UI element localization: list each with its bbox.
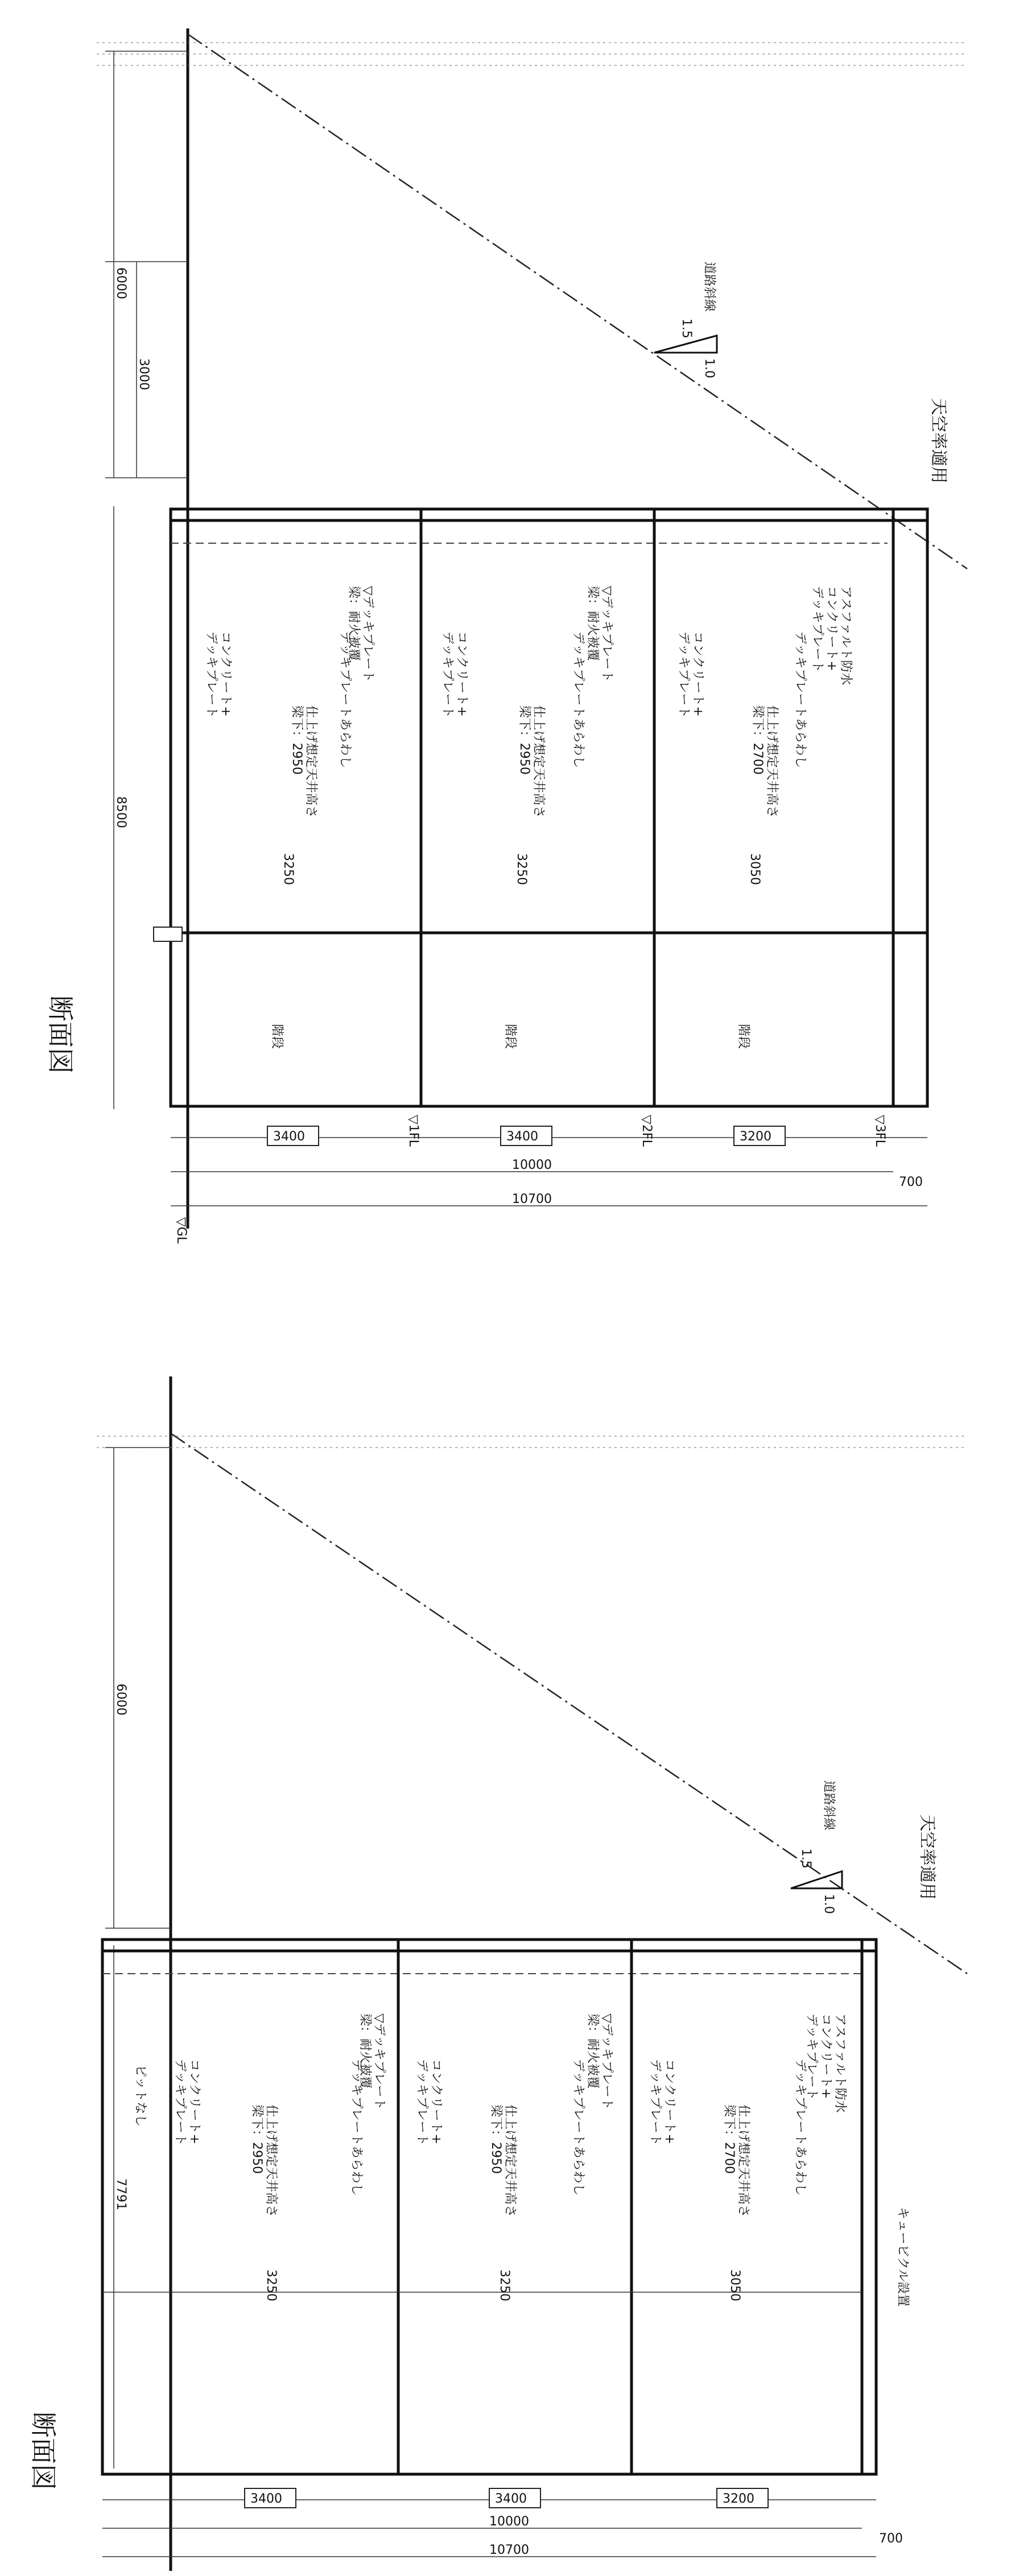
b-room3-slab: コンクリート+ [662, 2059, 676, 2144]
room1-fire: 梁：耐火被覆 [346, 586, 361, 661]
dim-3400-b: 3400 [506, 1130, 538, 1144]
b-dim-3200: 3200 [723, 2492, 754, 2506]
b-room1-fire: 梁：耐火被覆 [358, 2013, 372, 2089]
b-dim-10000: 10000 [489, 2515, 529, 2529]
section-1-title: 断面図 [45, 995, 76, 1074]
road-slope-line [188, 34, 967, 569]
b-room3-deck: デッキプレートあらわし [793, 2059, 807, 2196]
room1-lower: 階段 [270, 1024, 284, 1049]
room3-spec1: アスファルト防水 [839, 586, 853, 685]
b-room1-ceiling-val: 梁下：2950 [250, 2104, 264, 2174]
room1-spec: ▽デッキプレート [361, 586, 375, 683]
slope-triangle-2 [791, 1871, 842, 1888]
room3-ceiling-val: 梁下：2700 [750, 705, 765, 775]
b-dim-3400-b: 3400 [495, 2492, 527, 2506]
b-room2-ceiling-val: 梁下：2950 [489, 2104, 503, 2174]
dim-6000: 6000 [114, 267, 128, 299]
dim-700: 700 [899, 1175, 923, 1189]
b-room1-deck: デッキプレートあらわし [349, 2059, 364, 2196]
room2-slab-note: コンクリート+ [455, 631, 469, 717]
b-room2-width: 3250 [497, 2269, 511, 2301]
room3-spec2: コンクリート+ [824, 586, 839, 671]
exemption-label-2: 天空率適用 [917, 1814, 937, 1900]
section-2-title: 断面図 [28, 2412, 59, 2490]
room1-slab-note: コンクリート+ [218, 631, 233, 717]
room2-deck: デッキプレートあらわし [571, 631, 585, 768]
b-room1-slab2: デッキプレート [173, 2059, 187, 2146]
dim-10000: 10000 [512, 1158, 552, 1172]
b-dim-10700: 10700 [489, 2543, 529, 2557]
room1-slab-note2: デッキプレート [204, 631, 218, 718]
b-room2-deck: デッキプレートあらわし [571, 2059, 585, 2196]
room2-ceiling-val: 梁下：2950 [517, 705, 531, 775]
b-room2-ceiling: 仕上げ想定天井高さ [503, 2104, 517, 2218]
slope-run: 1.5 [679, 319, 694, 338]
b-room3-spec1: アスファルト防水 [833, 2013, 847, 2113]
slope-label-2: 道路斜線 [822, 1780, 836, 1831]
b-room2-slab2: デッキプレート [415, 2059, 429, 2146]
room3-slab-note2: デッキプレート [676, 631, 691, 718]
road-slope-line-2 [171, 1433, 967, 1974]
b-room3-ceiling-val: 梁下：2700 [722, 2104, 736, 2174]
b-dim-3400-a: 3400 [250, 2492, 282, 2506]
dim-7791: 7791 [114, 2178, 128, 2210]
section-2 [28, 1376, 967, 2571]
room3-slab-note: コンクリート+ [691, 631, 705, 717]
dim-8500: 8500 [114, 796, 128, 828]
room2-lower: 階段 [503, 1024, 517, 1049]
cubicle-note: キュービクル設置 [896, 2207, 910, 2307]
b-room1-slab: コンクリート+ [187, 2059, 201, 2144]
b-room3-spec2: コンクリート+ [819, 2013, 833, 2099]
level-gl: ▽GL [174, 1217, 188, 1244]
room3-spec3: デッキプレート [810, 586, 824, 673]
b-room1-width: 3250 [264, 2269, 278, 2301]
b-room3-slab2: デッキプレート [648, 2059, 662, 2146]
b-room3-width: 3050 [728, 2269, 742, 2301]
room2-width: 3250 [514, 853, 529, 885]
room1-deck: デッキプレートあらわし [338, 631, 352, 768]
slope-rise: 1.0 [702, 358, 716, 378]
b-room1-spec: ▽デッキプレート [372, 2013, 386, 2110]
building-outline-2 [102, 1940, 876, 2474]
room3-deck: デッキプレートあらわし [793, 631, 807, 768]
slope-rise-2: 1.0 [822, 1894, 836, 1914]
room2-spec: ▽デッキプレート [600, 586, 614, 683]
pit-note: ピットなし [133, 2065, 147, 2127]
slope-label: 道路斜線 [702, 262, 716, 312]
level-1fl: ▽1FL [406, 1115, 420, 1147]
b-dim-700: 700 [879, 2532, 903, 2546]
room2-slab-note2: デッキプレート [440, 631, 455, 718]
dim-10700: 10700 [512, 1192, 552, 1206]
section-1 [45, 28, 967, 1244]
b-room3-ceiling: 仕上げ想定天井高さ [736, 2104, 750, 2218]
b-room1-ceiling: 仕上げ想定天井高さ [264, 2104, 278, 2218]
room3-width: 3050 [748, 853, 762, 885]
level-2fl: ▽2FL [639, 1115, 654, 1147]
dim-6000-2: 6000 [114, 1684, 128, 1715]
b-room2-fire: 梁：耐火被覆 [585, 2013, 600, 2089]
room1-width: 3250 [281, 853, 295, 885]
room1-ceiling-val: 梁下：2950 [290, 705, 304, 775]
dim-3000: 3000 [137, 358, 151, 390]
slope-run-2: 1.5 [799, 1849, 813, 1868]
b-room2-spec: ▽デッキプレート [600, 2013, 614, 2110]
room2-fire: 梁：耐火被覆 [585, 586, 600, 661]
room2-ceiling: 仕上げ想定天井高さ [531, 705, 546, 818]
exemption-label: 天空率適用 [929, 398, 948, 483]
level-3fl: ▽3FL [873, 1115, 887, 1147]
b-room3-spec3: デッキプレート [804, 2013, 819, 2101]
b-room2-slab: コンクリート+ [429, 2059, 443, 2144]
room3-lower: 階段 [736, 1024, 750, 1049]
dim-3200: 3200 [740, 1130, 771, 1144]
dim-3400-a: 3400 [273, 1130, 305, 1144]
room1-ceiling: 仕上げ想定天井高さ [304, 705, 318, 818]
room3-ceiling: 仕上げ想定天井高さ [765, 705, 779, 818]
